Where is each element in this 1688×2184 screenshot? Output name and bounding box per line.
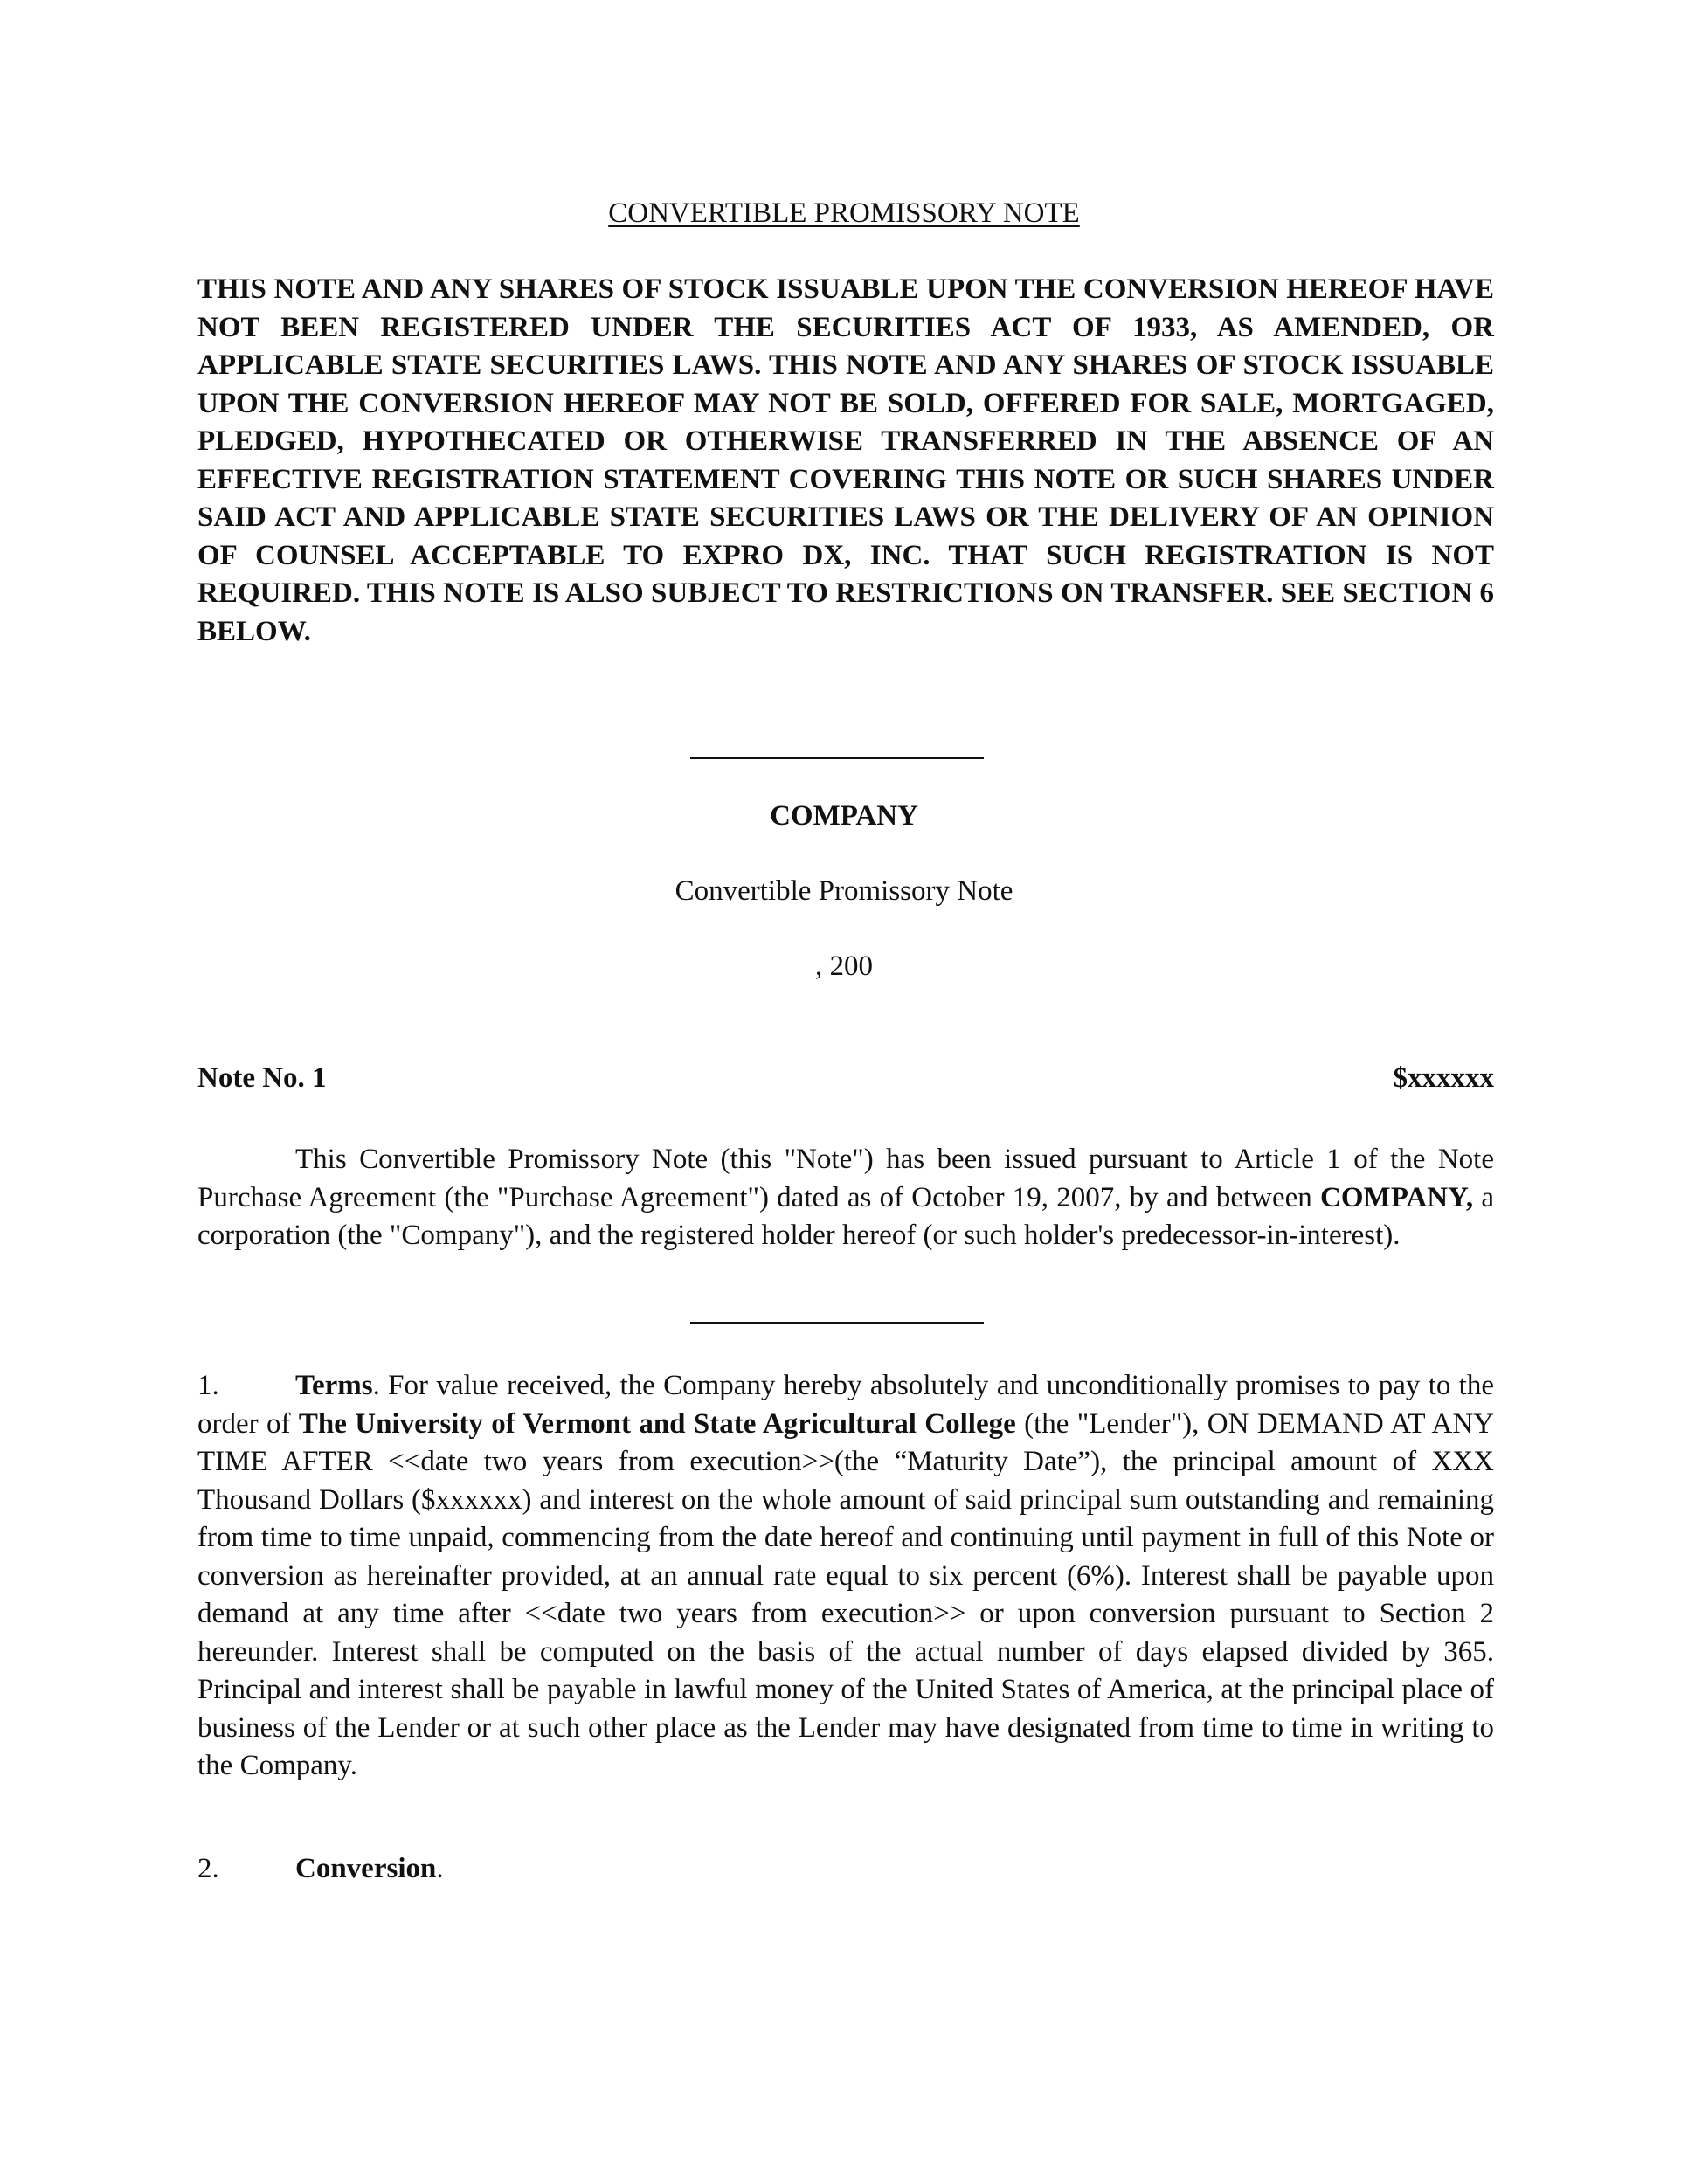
section-1-terms [197, 1367, 1494, 1786]
date-line: , 200 [815, 950, 873, 982]
note-number-row [197, 1062, 1494, 1095]
intro-company-name: COMPANY, [1320, 1181, 1474, 1213]
section-1-number: 1. [197, 1370, 219, 1401]
document-title: CONVERTIBLE PROMISSORY NOTE [608, 197, 1080, 229]
note-subtitle: Convertible Promissory Note [675, 875, 1013, 907]
intro-text-1: This Convertible Promissory Note (this "Note") has been issued pursuant to Article 1 of the Note Purchase Agreement (the "Purchase Agreement") dated as of October 19, 2007, by and between [197, 1144, 1494, 1213]
note-number: Note No. 1 [197, 1062, 327, 1094]
section-2-number: 2. [197, 1853, 219, 1884]
securities-legend: THIS NOTE AND ANY SHARES OF STOCK ISSUABLE UPON THE CONVERSION HEREOF HAVE NOT BEEN REGISTERED UNDER THE SECURITIES ACT OF 1933, AS AMENDED, OR APPLICABLE STATE SECURITIES LAWS. THIS NOTE AND ANY SHARES OF STOCK ISSUABLE UPON THE CONVERSION HEREOF MAY NOT BE SOLD, OFFERED FOR SALE, MORTGAGED, PLEDGED, HYPOTHECATED OR OTHERWISE TRANSFERRED IN THE ABSENCE OF AN EFFECTIVE REGISTRATION STATEMENT COVERING THIS NOTE OR SUCH SHARES UNDER SAID ACT AND APPLICABLE STATE SECURITIES LAWS OR THE DELIVERY OF AN OPINION OF COUNSEL ACCEPTABLE TO EXPRO DX, INC. THAT SUCH REGISTRATION IS NOT REQUIRED. THIS NOTE IS ALSO SUBJECT TO RESTRICTIONS ON TRANSFER. SEE SECTION 6 BELOW. [197, 273, 1494, 647]
section-2-trailing: . [436, 1853, 444, 1884]
intro-text-2: a corporation (the "Company"), and the registered holder hereof (or such holder's predecessor-in-interest). [197, 1181, 1494, 1251]
section-2-conversion [197, 1850, 1494, 1889]
separator-rule-top [690, 757, 984, 759]
section-1-lender-name: The University of Vermont and State Agricultural College [298, 1407, 1016, 1440]
intro-paragraph [197, 1141, 1494, 1255]
section-2-heading: Conversion [295, 1853, 437, 1884]
note-amount: $xxxxxx [1393, 1062, 1494, 1094]
section-1-text-2: (the "Lender"), ON DEMAND AT ANY TIME AFTER <<date two years from execution>>(the “Maturity Date”), the principal amount of XXX Thousand Dollars ($xxxxxx) and interest on the whole amount of said principal sum outstanding and remaining from time to time unpaid, commencing from the date hereof and continuing until payment in full of this Note or conversion as hereinafter provided, at an annual rate equal to six percent (6%). Interest shall be payable upon demand at any time after <<date two years from execution>> or upon conversion pursuant to Section 2 hereunder. Interest shall be computed on the basis of the actual number of days elapsed divided by 365. Principal and interest shall be payable in lawful money of the United States of America, at the principal place of business of the Lender or at such other place as the Lender may have designated from time to time in writing to the Company. [197, 1407, 1494, 1781]
section-1-heading: Terms [295, 1370, 373, 1401]
company-heading: COMPANY [770, 800, 918, 832]
section-1-text-1: . For value received, the Company hereby absolutely and unconditionally promises to pay to the order of [197, 1370, 1494, 1440]
separator-rule-bottom [690, 1322, 984, 1324]
